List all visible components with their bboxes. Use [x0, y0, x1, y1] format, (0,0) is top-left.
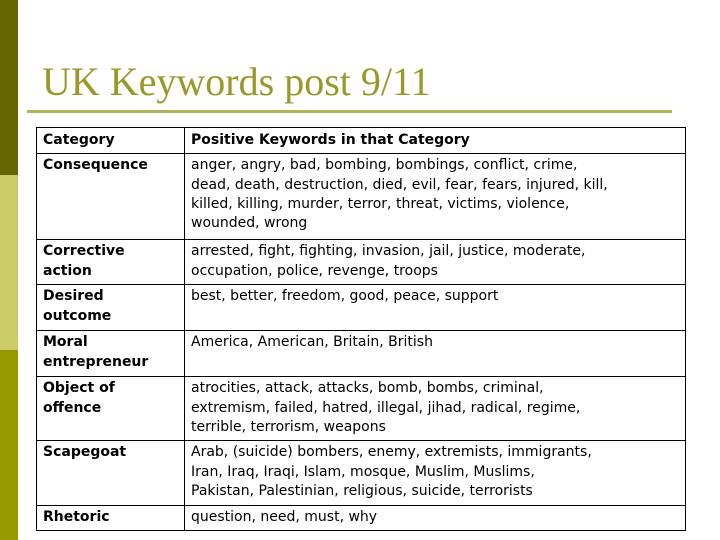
accent-bar-middle: [0, 175, 18, 350]
table-row: [37, 441, 686, 506]
table-row: [37, 331, 686, 377]
title-underline: [27, 110, 672, 113]
category-cell: Rhetoric: [37, 506, 185, 530]
keywords-cell: Arab, (suicide) bombers, enemy, extremists, immigrants, Iran, Iraq, Iraqi, Islam, mosque, Muslim, Muslims, Pakistan, Palestinian, religious, suicide, terrorists: [185, 441, 686, 506]
table-row: [37, 377, 686, 441]
slide-title: UK Keywords post 9/11: [42, 59, 431, 104]
category-cell: Moral entrepreneur: [37, 331, 185, 377]
category-cell: Scapegoat: [37, 441, 185, 506]
keywords-cell: best, better, freedom, good, peace, support: [185, 285, 686, 331]
keywords-cell: anger, angry, bad, bombing, bombings, conflict, crime, dead, death, destruction, died, evil, fear, fears, injured, kill, killed, killing, murder, terror, threat, victims, violence, wounded, wrong: [185, 154, 686, 240]
table-row: [37, 240, 686, 285]
keywords-cell: atrocities, attack, attacks, bomb, bombs, criminal, extremism, failed, hatred, illegal, jihad, radical, regime, terrible, terrorism, weapons: [185, 377, 686, 441]
header-keywords: Positive Keywords in that Category: [185, 128, 686, 154]
category-cell: Object of offence: [37, 377, 185, 441]
keywords-cell: question, need, must, why: [185, 506, 686, 530]
keywords-cell: America, American, Britain, British: [185, 331, 686, 377]
accent-bar-top: [0, 0, 18, 175]
category-cell: Desired outcome: [37, 285, 185, 331]
accent-bar-bottom: [0, 350, 18, 540]
table-row: [37, 506, 686, 530]
category-cell: Corrective action: [37, 240, 185, 285]
table-header-row: [37, 128, 686, 154]
keywords-cell: arrested, fight, fighting, invasion, jail, justice, moderate, occupation, police, revenge, troops: [185, 240, 686, 285]
table-row: [37, 285, 686, 331]
header-category: Category: [37, 128, 185, 154]
table-row: [37, 154, 686, 240]
category-cell: Consequence: [37, 154, 185, 240]
keywords-table: [36, 127, 686, 531]
